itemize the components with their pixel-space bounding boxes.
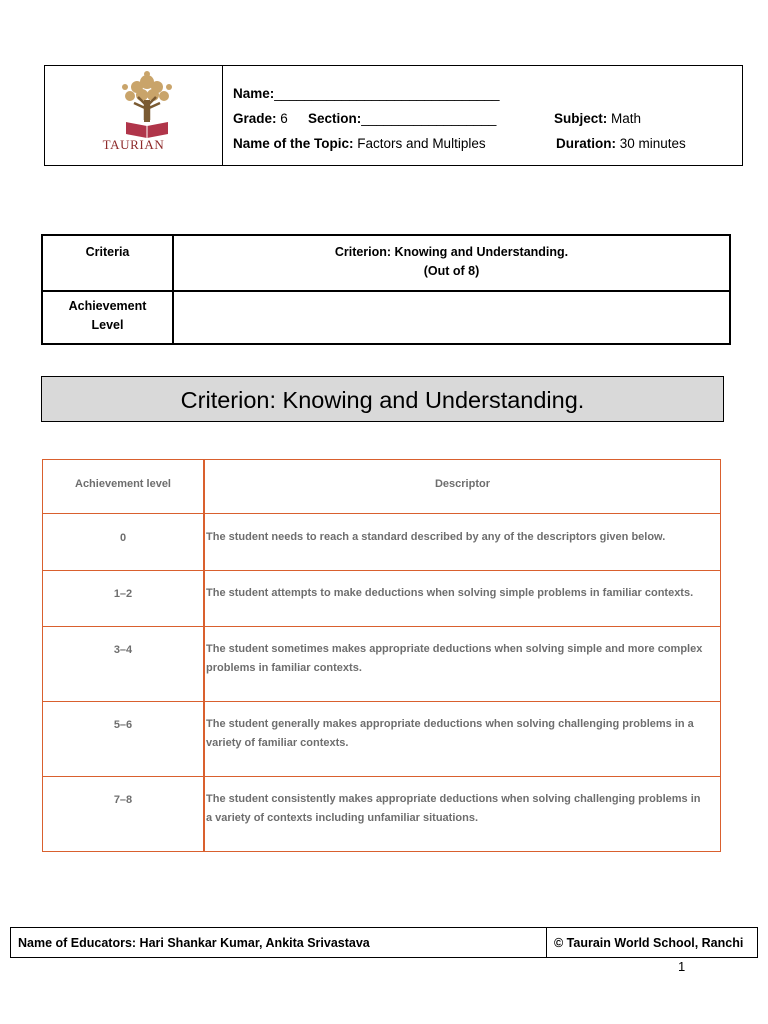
descriptor-line: variety of familiar contexts. [206,737,349,749]
rubric-row-divider [43,626,720,627]
duration-line [556,136,686,151]
grade-label: Grade: [233,111,277,126]
rubric-level: 5–6 [113,719,133,731]
descriptor-line: a variety of contexts including unfamiliar situations. [206,812,478,824]
grade-line [233,111,288,126]
descriptor-line: The student consistently makes appropriate deductions when solving challenging problems in [206,793,701,805]
rubric-table [42,459,721,852]
taurian-tree-logo [112,70,182,142]
topic-line [233,136,486,151]
topic-value: Factors and Multiples [357,136,486,151]
criteria-label: Criteria [85,245,130,259]
name-line [233,86,500,101]
rubric-header-descriptor: Descriptor [434,478,491,490]
rubric-descriptor [206,790,718,828]
rubric-descriptor [206,528,718,547]
topic-label: Name of the Topic: [233,136,354,151]
rubric-row-divider [43,513,720,514]
criterion-title: Criterion: Knowing and Understanding. [334,245,569,259]
subject-label: Subject: [554,111,608,126]
criteria-table-row-divider [43,290,729,292]
grade-value: 6 [280,111,288,126]
section-blank[interactable]: __________________ [361,111,497,126]
educators-text: Name of Educators: Hari Shankar Kumar, Ankita Srivastava [18,936,370,950]
header-box [44,65,743,166]
page-number: 1 [678,959,686,974]
section-line [308,111,496,126]
name-label: Name: [233,86,275,101]
rubric-column-divider [203,460,205,851]
descriptor-line: problems in familiar contexts. [206,662,362,674]
subject-value: Math [611,111,642,126]
rubric-level: 3–4 [113,644,133,656]
rubric-level: 0 [119,532,127,544]
descriptor-line: The student sometimes makes appropriate deductions when solving simple and more complex [206,643,703,655]
logo-cell [45,66,223,165]
name-blank[interactable]: ______________________________ [274,86,500,101]
criterion-out-of: (Out of 8) [423,264,480,278]
criterion-banner: Criterion: Knowing and Understanding. [41,376,724,422]
achievement-label-line1: Achievement [68,299,147,313]
rubric-row-divider [43,776,720,777]
rubric-level: 1–2 [113,588,133,600]
copyright-text: © Taurain World School, Ranchi [554,936,744,950]
rubric-descriptor [206,715,718,753]
duration-label: Duration: [556,136,616,151]
rubric-header-level: Achievement level [75,478,171,490]
descriptor-line: The student generally makes appropriate deductions when solving challenging problems in a [206,718,694,730]
rubric-level: 7–8 [113,794,133,806]
duration-value: 30 minutes [619,136,686,151]
criteria-table [41,234,731,345]
rubric-row-divider [43,701,720,702]
descriptor-line: The student needs to reach a standard described by any of the descriptors given below. [206,531,666,543]
logo-text: TAURIAN [102,137,165,152]
rubric-row-divider [43,570,720,571]
achievement-label-line2: Level [91,318,124,332]
rubric-descriptor [206,640,718,678]
rubric-descriptor [206,584,718,603]
subject-line [554,111,641,126]
section-label: Section: [308,111,362,126]
descriptor-line: The student attempts to make deductions when solving simple problems in familiar contexts. [206,587,694,599]
footer-box [10,927,758,958]
footer-divider [546,928,547,957]
